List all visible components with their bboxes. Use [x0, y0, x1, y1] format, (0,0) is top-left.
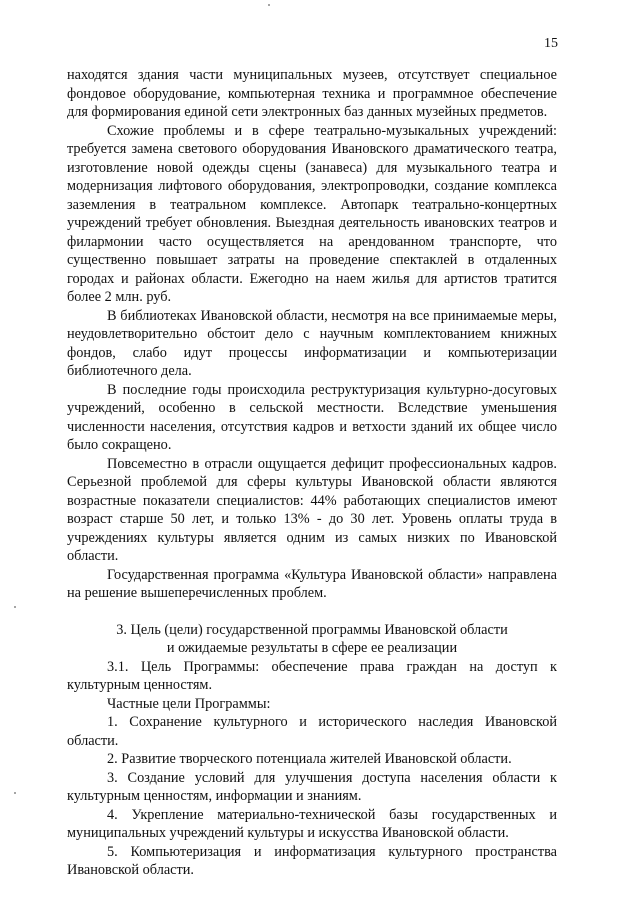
paragraph-staff: Повсеместно в отрасли ощущается дефицит профессиональных кадров. Серьезной проблемой для сферы культуры Ивановской области являются возрастные показатели специалистов: 44% работающих специалистов имеют возраст старше 50 лет, и только 13% - до 30 лет. Уровень оплаты труда в учреждениях культуры является одним из самых низких по Ивановской области. [67, 455, 557, 564]
page-body [67, 66, 557, 880]
scan-speck [14, 606, 16, 608]
program-goal: 3.1. Цель Программы: обеспечение права граждан на доступ к культурным ценностям. [67, 658, 557, 693]
section-heading-line1: 3. Цель (цели) государственной программы Ивановской области [116, 621, 508, 638]
paragraph-museums: находятся здания части муниципальных музеев, отсутствует специальное фондовое оборудование, компьютерная техника и программное обеспечение для формирования единой сети электронных баз данных музейных предметов. [67, 67, 557, 120]
paragraph-libraries: В библиотеках Ивановской области, несмотря на все принимаемые меры, неудовлетворительно обстоит дело с научным комплектованием книжных фондов, слабо идут процессы информатизации и компьютеризации библиотечного дела. [67, 307, 557, 379]
subgoal-item: 3. Создание условий для улучшения доступа населения области к культурным ценностям, информации и знаниям. [67, 769, 557, 804]
subgoal-item: 4. Укрепление материально-технической базы государственных и муниципальных учреждений культуры и искусства Ивановской области. [67, 806, 557, 841]
subgoal-item: 1. Сохранение культурного и исторического наследия Ивановской области. [67, 714, 557, 749]
subgoal-item: 2. Развитие творческого потенциала жителей Ивановской области. [107, 751, 512, 767]
subgoals-title: Частные цели Программы: [107, 695, 271, 712]
scan-speck [14, 792, 16, 794]
page-number: 15 [544, 36, 558, 51]
paragraph-theatres: Схожие проблемы и в сфере театрально-музыкальных учреждений: требуется замена светового оборудования Ивановского драматического театра, изготовление новой одежды сцены (занавеса) для музыкального театра и модернизация лифтового оборудования, электропроводки, создание комплекса заземления в театральном комплексе. Автопарк театрально-концертных учреждений требует обновления. Выездная деятельность ивановских театров и филармонии часто осуществляется на арендованном транспорте, что существенно повышает затраты на проведение спектаклей в отдаленных городах и районах области. Ежегодно на наем жилья для артистов тратится более 2 млн. руб. [67, 122, 557, 305]
section-heading-line2: и ожидаемые результаты в сфере ее реализации [166, 640, 458, 656]
scan-speck [268, 4, 270, 6]
paragraph-program: Государственная программа «Культура Ивановской области» направлена на решение вышеперечисленных проблем. [67, 566, 557, 601]
subgoal-item: 5. Компьютеризация и информатизация культурного пространства Ивановской области. [67, 843, 557, 878]
paragraph-cultural-centers: В последние годы происходила реструктуризация культурно-досуговых учреждений, особенно в сельской местности. Вследствие уменьшения численности населения, отсутствия кадров и ветхости зданий их общее число было сокращено. [67, 381, 557, 453]
